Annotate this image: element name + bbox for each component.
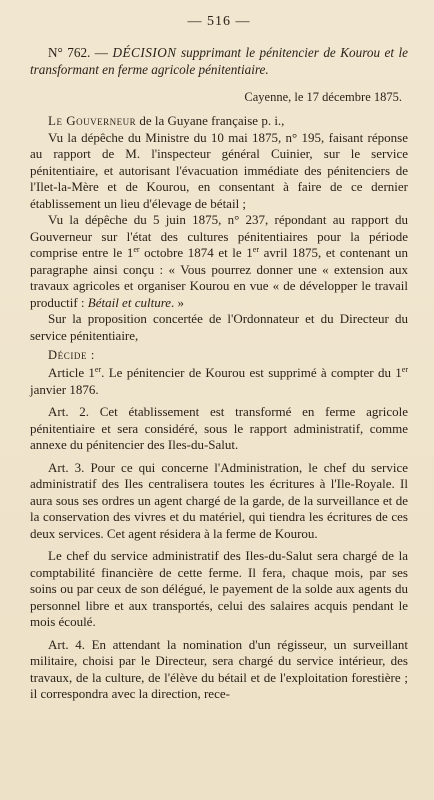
article-2: Art. 2. Cet établissement est transformé en ferme agricole pénitentiaire et sera considéré, sous le rapport administratif, comme annexe du pénitencier des Iles-du-Salut. <box>30 404 408 452</box>
decision-word: DÉCISION <box>112 45 177 60</box>
vu2-sup2: er <box>252 245 260 254</box>
decision-heading <box>30 44 408 78</box>
art1-end: janvier 1876. <box>30 381 99 397</box>
vu2-sup1: er <box>133 245 140 254</box>
vu2-start: Vu la dépêche du 5 juin 1875, n° 237, répondant au rapport du Gouverneur sur l'état des cultures pénitentiaires pour la période comprise entre le 1 <box>30 212 408 260</box>
article-3: Art. 3. Pour ce qui concerne l'Administration, le chef du service administratif des Iles centralisera toutes les écritures à l'Ile-Royale. Il aura sous ses ordres un agent chargé de la garde, de la surveillance et de la conservation des vivres et du matériel, qui tiendra les écritures de ces deux services. Cet agent résidera à la ferme de Kourou. <box>30 459 408 541</box>
gouverneur-label: Le Gouverneur <box>48 113 137 128</box>
art1-mid: . Le pénitencier de Kourou est supprimé à compter du 1 <box>101 365 402 380</box>
vu-paragraph-2 <box>30 212 408 311</box>
vu2-italic: Bétail et culture <box>87 294 172 310</box>
vu-paragraph-1: Vu la dépêche du Ministre du 10 mai 1875, n° 195, faisant réponse au rapport de M. l'inspecteur général Cuinier, sur le service pénitentiaire, et autorisant l'évacuation immédiate des pénitenciers de l'Ilet-la-Mère et de Kourou, en consentant à faire de ce dernier établissement un lieu d'élevage de bétail ; <box>30 129 408 211</box>
gouverneur-rest: de la Guyane française p. i., <box>139 113 285 128</box>
dateline: Cayenne, le 17 décembre 1875. <box>244 90 402 104</box>
article-4: Art. 4. En attendant la nomination d'un régisseur, un surveillant militaire, choisi par le Directeur, sera chargé du service intérieur, des travaux, de la culture, de l'élève du bétail et de l'exploitation forestière ; il correspondra avec la direction, rece- <box>30 636 408 701</box>
art1-start: Article 1 <box>48 365 95 380</box>
decision-title: supprimant le pénitencier de Kourou et le transformant en ferme agricole pénitentiaire. <box>30 45 409 77</box>
decide-label: Décide : <box>48 348 95 362</box>
vu2-mid: octobre 1874 et le 1 <box>139 245 253 260</box>
page-number: — 516 — <box>187 14 251 29</box>
vu2-close: . » <box>171 294 185 310</box>
art1-sup1: er <box>94 365 102 374</box>
vu2-end: avril 1875, et contenant un paragraphe ainsi conçu : « Vous pourrez donner une « extension aux travaux agricoles et organiser Kourou en vue « de développer le travail productif : <box>30 245 409 310</box>
article-1 <box>30 365 408 398</box>
art1-sup2: er <box>401 365 408 374</box>
chef-paragraph: Le chef du service administratif des Iles-du-Salut sera chargé de la comptabilité financière de cette ferme. Il fera, chaque mois, par ses soins ou par ceux de son délégué, le payement de la solde aux agents du personnel libre et aux transportés, celui des salaires acquis pendant le mois écoulé. <box>30 548 408 629</box>
gouverneur-line <box>30 113 408 130</box>
sur-paragraph: Sur la proposition concertée de l'Ordonnateur et du Directeur du service pénitentiaire, <box>30 311 408 343</box>
decision-number: N° 762. — <box>48 45 108 60</box>
